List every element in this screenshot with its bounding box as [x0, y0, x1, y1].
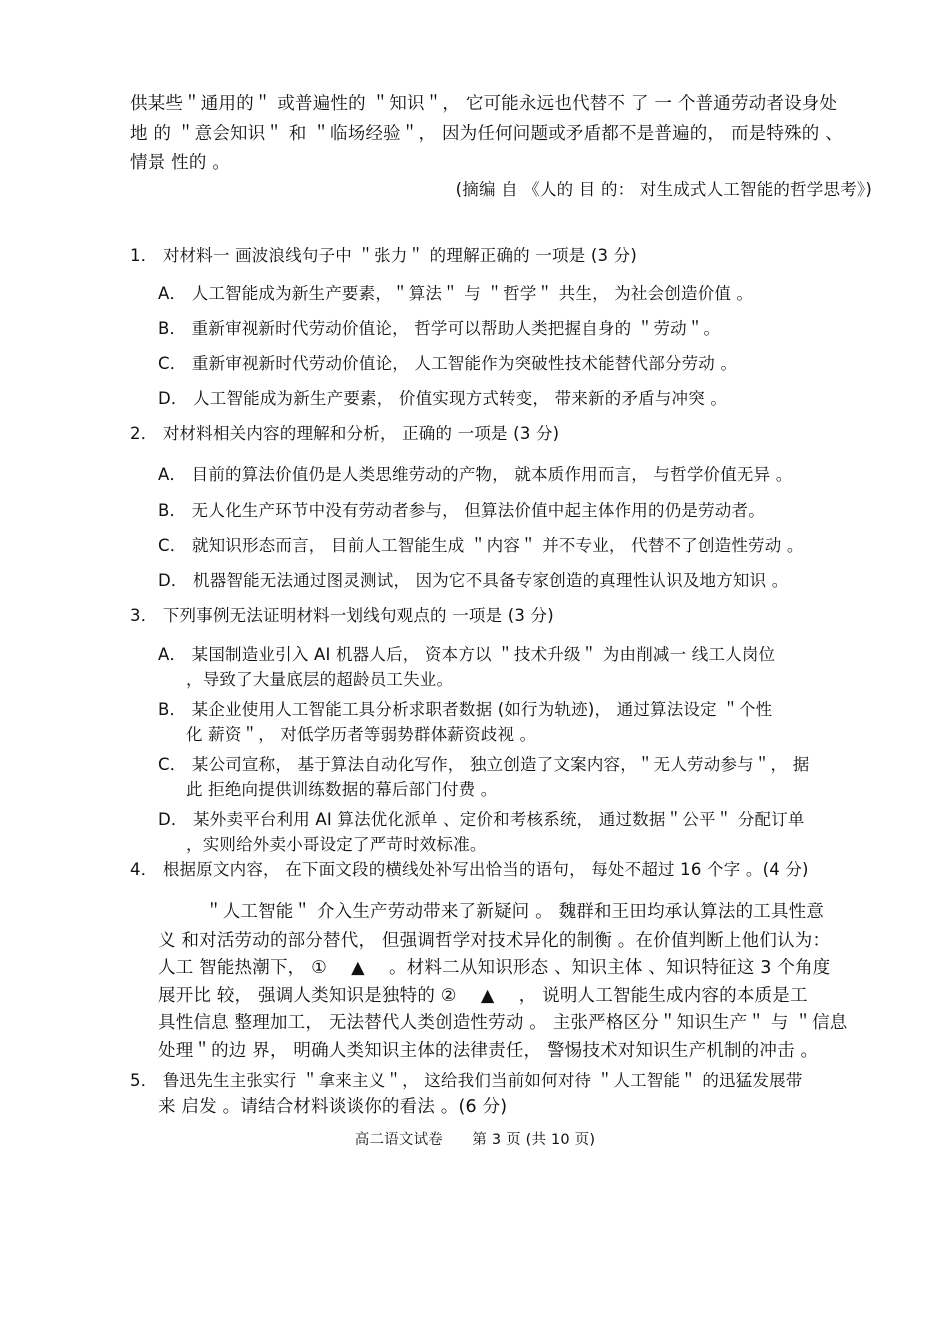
blank-2-marker: ▲	[480, 986, 495, 1006]
fill-passage-text: 。材料二从知识形态 、知识主体 、知识特征这 3 个角度	[389, 958, 831, 978]
fill-passage-line: 义 和对活劳动的部分替代， 但强调哲学对技术异化的制衡 。在价值判断上他们认为：	[158, 931, 831, 951]
fill-passage-text: ， 说明人工智能生成内容的本质是工	[518, 986, 808, 1006]
fill-passage-text: 展开比 较， 强调人类知识是独特的 ②	[158, 986, 457, 1006]
passage-line: 情景 性的 。	[130, 153, 231, 173]
question-3-option-b-cont: 化 薪资＂， 对低学历者等弱势群体薪资歧视 。	[186, 725, 537, 744]
question-1-stem: 1． 对材料一 画波浪线句子中 ＂张力＂ 的理解正确的 一项是 (3 分)	[130, 246, 637, 265]
question-3-option-c-cont: 此 拒绝向提供训练数据的幕后部门付费 。	[186, 780, 498, 799]
passage-line: 地 的 ＂意会知识＂ 和 ＂临场经验＂， 因为任何问题或矛盾都不是普遍的， 而是特殊的 、	[130, 124, 843, 144]
page-footer: 高二语文试卷 第 3 页 (共 10 页)	[354, 1132, 596, 1148]
fill-passage-text: 人工 智能热潮下， ①	[158, 958, 328, 978]
fill-passage-line	[158, 984, 808, 1008]
question-3-stem: 3． 下列事例无法证明材料一划线句观点的 一项是 (3 分)	[130, 606, 554, 625]
fill-passage-line: 处理＂的边 界， 明确人类知识主体的法律责任， 警惕技术对知识生产机制的冲击 。	[158, 1041, 819, 1061]
question-3-option-a-cont: ，导致了大量底层的超龄员工失业。	[186, 670, 454, 689]
question-1-option-b: B． 重新审视新时代劳动价值论， 哲学可以帮助人类把握自身的 ＂劳动＂。	[158, 319, 721, 338]
question-2-option-b: B． 无人化生产环节中没有劳动者参与， 但算法价值中起主体作用的仍是劳动者。	[158, 501, 765, 520]
passage-source: (摘编 自 《人的 目 的： 对生成式人工智能的哲学思考》)	[455, 180, 872, 199]
question-4-stem: 4． 根据原文内容， 在下面文段的横线处补写出恰当的语句， 每处不超过 16 个字 。(4 分)	[130, 860, 809, 879]
question-3-option-b: B． 某企业使用人工智能工具分析求职者数据 (如行为轨迹)， 通过算法设定 ＂个性	[158, 700, 773, 719]
question-2-option-a: A． 目前的算法价值仍是人类思维劳动的产物， 就本质作用而言， 与哲学价值无异 。	[158, 465, 793, 484]
question-5-stem: 5． 鲁迅先生主张实行 ＂拿来主义＂， 这给我们当前如何对待 ＂人工智能＂ 的迅猛发展带	[130, 1071, 803, 1090]
question-3-option-d-cont: ，实则给外卖小哥设定了严苛时效标准。	[186, 835, 487, 854]
question-1-option-d: D． 人工智能成为新生产要素， 价值实现方式转变， 带来新的矛盾与冲突 。	[158, 389, 728, 408]
question-2-option-c: C． 就知识形态而言， 目前人工智能生成 ＂内容＂ 并不专业， 代替不了创造性劳动 。	[158, 536, 804, 555]
question-3-option-a: A． 某国制造业引入 AI 机器人后， 资本方以 ＂技术升级＂ 为由削减一 线工人岗位	[158, 645, 776, 664]
question-3-option-d: D． 某外卖平台利用 AI 算法优化派单 、定价和考核系统， 通过数据＂公平＂ 分配订单	[158, 810, 805, 829]
question-1-option-c: C． 重新审视新时代劳动价值论， 人工智能作为突破性技术能替代部分劳动 。	[158, 354, 738, 373]
fill-passage-line	[158, 956, 831, 980]
question-3-option-c: C． 某公司宣称， 基于算法自动化写作， 独立创造了文案内容，＂无人劳动参与＂， 据	[158, 755, 810, 774]
question-2-option-d: D． 机器智能无法通过图灵测试， 因为它不具备专家创造的真理性认识及地方知识 。	[158, 571, 789, 590]
question-1-option-a: A． 人工智能成为新生产要素，＂算法＂ 与 ＂哲学＂ 共生， 为社会创造价值 。	[158, 284, 754, 303]
question-5-stem-cont: 来 启发 。请结合材料谈谈你的看法 。(6 分)	[158, 1097, 508, 1117]
blank-1-marker: ▲	[351, 958, 365, 978]
fill-passage-line: 具性信息 整理加工， 无法替代人类创造性劳动 。 主张严格区分＂知识生产＂ 与 ＂信息	[158, 1013, 848, 1033]
question-2-stem: 2． 对材料相关内容的理解和分析， 正确的 一项是 (3 分)	[130, 424, 560, 443]
fill-passage-line: ＂人工智能＂ 介入生产劳动带来了新疑问 。 魏群和王田均承认算法的工具性意	[205, 902, 825, 922]
passage-line: 供某些＂通用的＂ 或普遍性的 ＂知识＂， 它可能永远也代替不 了 一 个普通劳动者设身处	[130, 94, 838, 114]
